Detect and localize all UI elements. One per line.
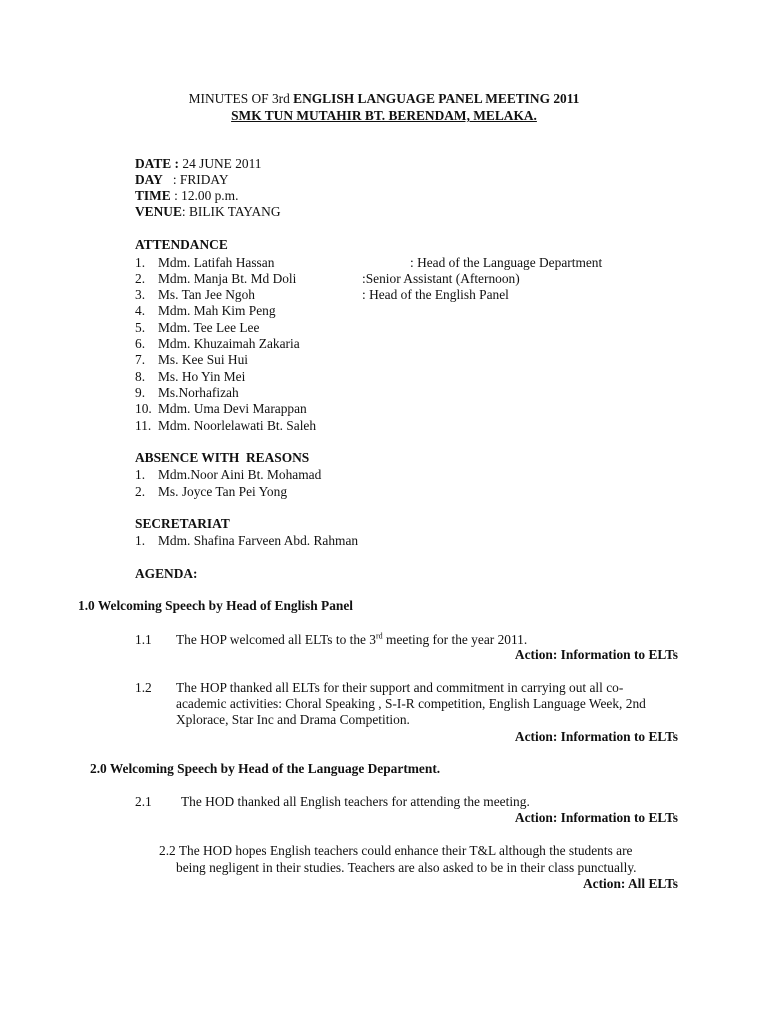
attendee-name: Ms. Kee Sui Hui: [158, 352, 249, 367]
item-text-line: 2.2 The HOD hopes English teachers could enhance their T&L although the students are: [159, 843, 633, 858]
list-item-number: 4.: [135, 303, 146, 318]
attendee-name: Mdm. Noorlelawati Bt. Saleh: [158, 418, 317, 433]
list-item-number: 3.: [135, 287, 146, 302]
action-note: Action: Information to ELTs: [514, 729, 678, 744]
item-text-line: The HOP thanked all ELTs for their support and commitment in carrying out all co-: [176, 680, 624, 695]
ordinal-superscript: rd: [376, 631, 383, 641]
date-value: 24 JUNE 2011: [179, 156, 262, 171]
absence-heading: ABSENCE WITH REASONS: [135, 450, 310, 465]
list-item-number: 8.: [135, 369, 146, 384]
list-item-number: 1.: [135, 533, 146, 548]
attendee-role: :Senior Assistant (Afternoon): [362, 271, 520, 286]
section-2-title: 2.0 Welcoming Speech by Head of the Language Department.: [90, 761, 441, 776]
attendee-name: Mdm. Manja Bt. Md Doli: [158, 271, 297, 286]
day-line: [135, 172, 229, 188]
list-item-number: 6.: [135, 336, 146, 351]
attendee-name: Mdm. Latifah Hassan: [158, 255, 275, 270]
date-label: DATE :: [135, 156, 180, 171]
attendee-name: Ms.Norhafizah: [158, 385, 239, 400]
item-text: The HOD thanked all English teachers for attending the meeting.: [181, 794, 530, 809]
item-text: [176, 632, 527, 648]
list-item-number: 7.: [135, 352, 146, 367]
item-text-line: being negligent in their studies. Teachers are also asked to be in their class punctually.: [176, 860, 637, 875]
attendee-role: : Head of the Language Department: [410, 255, 603, 270]
attendance-heading: ATTENDANCE: [135, 237, 228, 252]
item-number: 2.1: [135, 794, 152, 809]
attendee-name: Mdm. Mah Kim Peng: [158, 303, 276, 318]
absentee-name: Mdm.Noor Aini Bt. Mohamad: [158, 467, 322, 482]
time-value: : 12.00 p.m.: [170, 188, 239, 203]
attendee-role: : Head of the English Panel: [362, 287, 509, 302]
list-item-number: 1.: [135, 255, 146, 270]
list-item-number: 5.: [135, 320, 146, 335]
item-text-pre: The HOP welcomed all ELTs to the 3: [176, 632, 377, 647]
time-label: TIME: [135, 188, 171, 203]
date-line: [135, 156, 261, 172]
list-item-number: 1.: [135, 467, 146, 482]
attendee-name: Ms. Tan Jee Ngoh: [158, 287, 256, 302]
attendee-name: Mdm. Khuzaimah Zakaria: [158, 336, 300, 351]
title-prefix: MINUTES OF: [188, 91, 272, 106]
list-item-number: 9.: [135, 385, 146, 400]
absentee-name: Ms. Joyce Tan Pei Yong: [158, 484, 288, 499]
attendee-name: Mdm. Uma Devi Marappan: [158, 401, 307, 416]
agenda-heading: AGENDA:: [135, 566, 198, 581]
item-text-post: meeting for the year 2011.: [382, 632, 528, 647]
list-item-number: 10.: [135, 401, 152, 416]
venue-label: VENUE: [135, 204, 182, 219]
list-item-number: 11.: [135, 418, 152, 433]
day-value: : FRIDAY: [162, 172, 229, 187]
item-number: 1.1: [135, 632, 152, 647]
item-text-line: academic activities: Choral Speaking , S-I-R competition, English Language Week, 2nd: [176, 696, 646, 711]
action-note: Action: Information to ELTs: [514, 647, 678, 662]
title-main: ENGLISH LANGUAGE PANEL MEETING 2011: [289, 91, 580, 106]
attendee-name: Mdm. Tee Lee Lee: [158, 320, 260, 335]
secretary-name: Mdm. Shafina Farveen Abd. Rahman: [158, 533, 359, 548]
venue-value: : BILIK TAYANG: [181, 204, 281, 219]
action-note: Action: Information to ELTs: [514, 810, 678, 825]
attendee-name: Ms. Ho Yin Mei: [158, 369, 246, 384]
time-line: [135, 188, 238, 204]
secretariat-heading: SECRETARIAT: [135, 516, 230, 531]
item-text-line: Xplorace, Star Inc and Drama Competition.: [176, 712, 410, 727]
item-number: 1.2: [135, 680, 152, 695]
day-label: DAY: [135, 172, 163, 187]
list-item-number: 2.: [135, 484, 146, 499]
list-item-number: 2.: [135, 271, 146, 286]
venue-line: [135, 204, 281, 220]
school-name: SMK TUN MUTAHIR BT. BERENDAM, MELAKA.: [231, 108, 537, 123]
document-title: [0, 91, 768, 107]
title-ordinal: 3rd: [271, 91, 290, 106]
section-1-title: 1.0 Welcoming Speech by Head of English Panel: [78, 598, 354, 613]
action-note: Action: All ELTs: [582, 876, 678, 891]
